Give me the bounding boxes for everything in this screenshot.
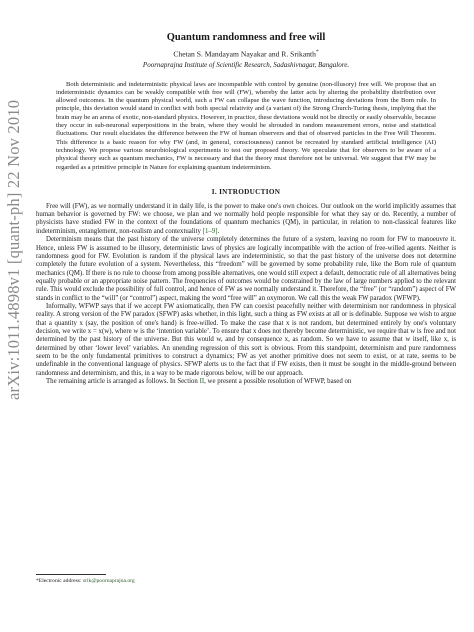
- authors: [36, 49, 456, 59]
- paper-title: Quantum randomness and free will: [166, 32, 326, 43]
- section-heading-introduction: I. INTRODUCTION: [211, 187, 281, 196]
- email-link[interactable]: srik@poornaprajna.org: [82, 578, 135, 584]
- affiliation: Poornaprajna Institute of Scientific Research, Sadashivnagar, Bangalore.: [142, 60, 350, 69]
- footnote: [36, 574, 456, 584]
- paragraph-4-text: The remaining article is arranged as follows. In Section: [46, 378, 200, 386]
- paper-page: [36, 26, 456, 386]
- author-footnote-mark: *: [315, 49, 319, 55]
- introduction-body: [36, 203, 456, 387]
- author-names: Chetan S. Mandayam Nayakar and R. Srikanth: [173, 49, 316, 59]
- paragraph-4-end: , we present a possible resolution of WFWP, based on: [204, 378, 352, 386]
- paragraph-2: Determinism means that the past history of the universe completely determines the future of a system, leaving no room for FW to manoeuvre it. Hence, unless FW is assumed to be illusory, deterministic laws of physics are logically incompatible with the action of free-willed agents. Neither is randomness good for FW. Evolution is random if the physical laws are indeterministic, so that the past history of the universe does not determine completely the future evolution of a system. Nevertheless, this “freedom” will be governed by some probability rule, like the Born rule of quantum mechanics (QM). If there is no rule to choose from among possible alternatives, one would still expect a default, democratic rule of all alternatives being equally probable or an appropriate noise pattern. The frequencies of outcomes would be constrained by the law of large numbers applied to the relevant rule. This would exclude the possibility of full control, and hence of FW as we normally understand it. Therefore, the “free” (or “random”) aspect of FW stands in conflict to the “will” (or “control”) aspect, making the word “free will” an oxymoron. We call this the weak FW paradox (WFWP).: [36, 236, 456, 302]
- abstract: Both deterministic and indeterministic physical laws are incompatible with control by genuine (non-illusory) free will. We propose that an indeterministic dynamics can be weakly compatible with free will (FW), whereby the latter acts by altering the probability distribution over allowed outcomes. In the quantum physical world, such a FW can collapse the wave function, introducing deviations from the Born rule. In principle, this deviation would stand in conflict with both special relativity and (a variant of) the Strong Church-Turing thesis, implying that the brain may be an arena of exotic, non-standard physics. However, in practice, these deviations would not be directly or easily observable, because they occur in sub-neuronal superpositions in the brain, where they would be shrouded in random measurement errors, noise and statistical fluctuations. Our result elucidates the difference between the FW of human observers and that of observed particles in the Free Will Theorem. This difference is a basic reason for why FW (and, in general, consciousness) cannot be recreated by standard artificial intelligence (AI) technology. We propose various neurobiological experiments to test our proposed theory. We speculate that for observers to be aware of a physical theory such as quantum mechanics, FW is necessary and that the theory must therefore not be universal. We suggest that FW may be regarded as a primitive principle in Nature for explaining quantum indeterminism.: [56, 80, 436, 171]
- citation-link[interactable]: [1–9]: [202, 227, 218, 235]
- paragraph-3: Informally, WFWP says that if we accept FW axiomatically, then FW can coexist peacefully neither with determinism nor randomness in physical reality. A strong version of the FW paradox (SFWP) asks whether, in this light, such a thing as FW exists at all or is definable. Suppose we wish to argue that a quantity x (say, the position of one's hand) is free-willed. To make the case that x is not random, but determined entirely by one's voluntary decision, we write x = x(w), where w is the ‘intention variable’. To ensure that x does not thereby become deterministic, we require that w is free and not determined by the past history of the universe. But this would w, and by consequence x, as random. So we have to assume that w itself, like x, is determined by other ‘lower level’ variables. An unending regression of this sort is obvious. From this standpoint, determinism and pure randomness seem to be the only fundamental primitives to construct a dynamics; FW as yet another primitive does not seem to exist, or at rate, seems to be undefinable in the conventional language of physics. SFWP alerts us to the fact that if FW exists, then it must be sought in the middle-ground between randomness and determinism, and this, in a way to be made rigorous below, will be our approach.: [36, 302, 456, 377]
- paragraph-1-text: Free will (FW), as we normally understand it in daily life, is the power to make one's own choices. Our outlook on the world implicitly assumes that human behavior is governed by FW: we choose, we plan and we normally hold people responsible for what they say or do. Recently, a number of physicists have studied FW in the context of the foundations of quantum mechanics (QM), in particular, in relation to non-classical features like indeterminism, entanglement, non-realism and contextuality: [36, 202, 456, 235]
- section-link[interactable]: II: [199, 378, 205, 386]
- footnote-rule: [36, 574, 106, 575]
- arxiv-identifier: arXiv:1011.4898v1 [quant-ph] 22 Nov 2010: [4, 99, 23, 400]
- paragraph-1-end: .: [217, 227, 220, 235]
- paragraph-1: [36, 203, 456, 236]
- footnote-label: *Electronic address:: [36, 578, 83, 584]
- paragraph-4: [36, 378, 456, 386]
